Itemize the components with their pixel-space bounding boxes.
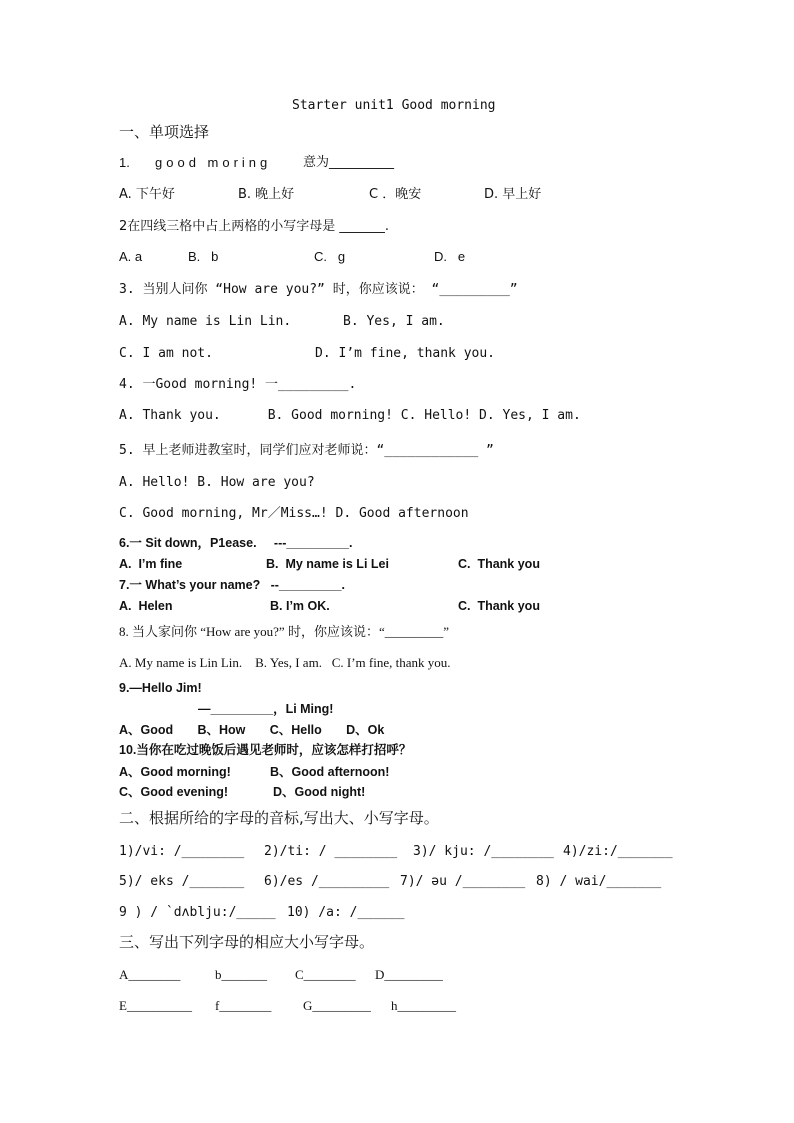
phonetic-item-6: 6)/es /_________ <box>264 874 390 889</box>
section-heading-phonetics: 二、根据所给的字母的音标,写出大、小写字母。 <box>119 809 439 827</box>
option-c: C. Thank you <box>458 557 540 571</box>
option-line: A、Good B、How C、Hello D、Ok <box>119 723 385 737</box>
letter-item-G: G_________ <box>303 998 371 1013</box>
question-text: 8. 当人家问你 “How are you?” 时，你应该说：“_________” <box>119 624 449 639</box>
option-c: C ．晚安 <box>369 187 422 202</box>
option-b: B. 晚上好 <box>238 187 295 202</box>
option-d: D、Good night! <box>273 785 366 799</box>
section-heading-single-choice: 一、单项选择 <box>119 123 210 141</box>
option-a: A、Good morning! <box>119 765 231 779</box>
question-text: 5. 早上老师进教室时，同学们应对老师说：“____________ ” <box>119 443 494 458</box>
question-text: 6.一 Sit down，P1ease. ---_________. <box>119 536 353 550</box>
option-line: A. My name is Lin Lin. B. Yes, I am. C. I’m fine, thank you. <box>119 655 451 670</box>
phonetic-item-2: 2)/ti: / ________ <box>264 844 398 859</box>
option-line: C. Good morning, Mr／Miss…! D. Good afternoon <box>119 506 469 521</box>
letter-item-f: f________ <box>215 998 272 1013</box>
phonetic-item-1: 1)/vi: /________ <box>119 844 245 859</box>
phonetic-item-8: 8) / wai/_______ <box>536 874 662 889</box>
question-text: 4. 一Good morning! 一_________. <box>119 377 357 392</box>
option-c: C. Thank you <box>458 599 540 613</box>
phonetic-item-7: 7)/ əu /________ <box>400 874 526 889</box>
option-c: C. I am not. <box>119 346 213 361</box>
section-heading-letters: 三、写出下列字母的相应大小写字母。 <box>119 933 375 951</box>
option-b: B. b <box>188 249 219 264</box>
option-b: B、Good afternoon! <box>270 765 390 779</box>
option-b: B. My name is Li Lei <box>266 557 389 571</box>
letter-item-A: A________ <box>119 967 181 982</box>
option-line: A. Hello! B. How are you? <box>119 475 315 490</box>
phonetic-item-3: 3)/ kju: /________ <box>413 844 554 859</box>
letter-item-C: C________ <box>295 967 356 982</box>
letter-item-E: E__________ <box>119 998 192 1013</box>
option-b: B. I’m OK. <box>270 599 330 613</box>
option-d: D. e <box>434 249 466 264</box>
question-text: 9.—Hello Jim! <box>119 681 202 695</box>
option-a: A. a <box>119 249 143 264</box>
question-text: 10.当你在吃过晚饭后遇见老师时，应该怎样打招呼？ <box>119 743 412 757</box>
phonetic-item-4: 4)/zi:/_______ <box>563 844 673 859</box>
option-line: A. Thank you. B. Good morning! C. Hello! D. Yes, I am. <box>119 408 581 423</box>
phonetic-item-10: 10) /a: /______ <box>287 905 405 920</box>
phonetic-item-9: 9 ) / `dʌblju:/_____ <box>119 905 276 920</box>
option-c: C. g <box>314 249 346 264</box>
option-a: A. My name is Lin Lin. <box>119 314 292 329</box>
question-text: 3. 当别人问你 “How are you?” 时，你应该说： “_________” <box>119 282 518 297</box>
option-b: B. Yes, I am. <box>343 314 445 329</box>
question-word: good moring <box>155 155 272 170</box>
question-text: 意为__________ <box>303 155 395 170</box>
option-d: D. I’m fine, thank you. <box>315 346 496 361</box>
question-text: 2在四线三格中占上两格的小写字母是 _______. <box>119 219 390 234</box>
letter-item-h: h_________ <box>391 998 456 1013</box>
reply-line: —_________，Li Ming! <box>198 702 334 716</box>
page-title: Starter unit1 Good morning <box>292 98 496 113</box>
option-c: C、Good evening! <box>119 785 229 799</box>
letter-item-D: D_________ <box>375 967 443 982</box>
letter-item-b: b_______ <box>215 967 267 982</box>
question-number: 1. <box>119 155 130 170</box>
option-a: A. Helen <box>119 599 173 613</box>
option-d: D. 早上好 <box>484 187 542 202</box>
question-text: 7.一 What’s your name? --_________. <box>119 578 346 592</box>
option-a: A. I’m fine <box>119 557 183 571</box>
option-a: A. 下午好 <box>119 187 175 202</box>
phonetic-item-5: 5)/ eks /_______ <box>119 874 245 889</box>
